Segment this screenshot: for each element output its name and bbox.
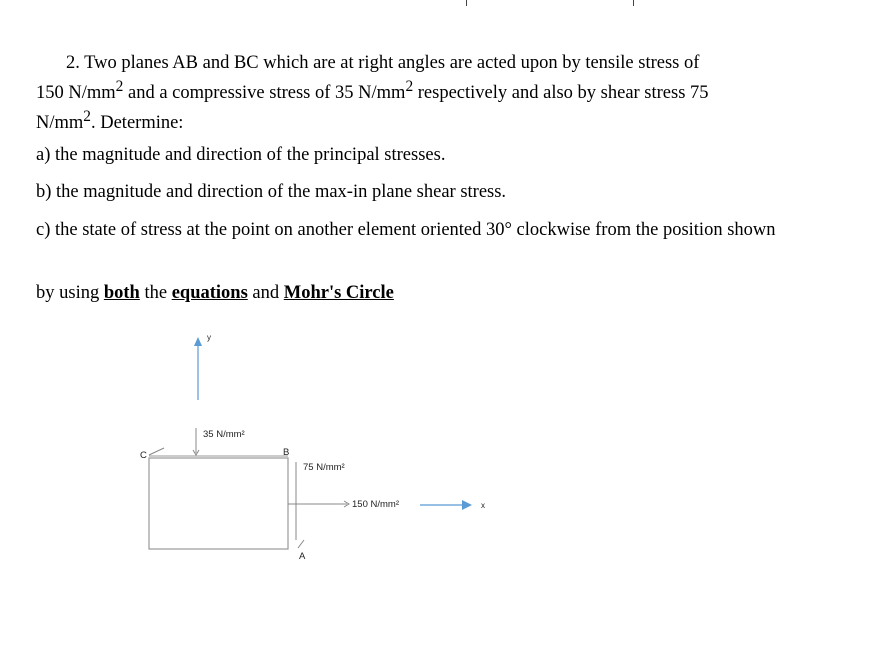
y-axis-arrowhead — [194, 337, 202, 346]
method-both: both — [103, 283, 140, 303]
x-axis-label: x — [481, 501, 485, 510]
determine-text: . Determine: — [90, 113, 184, 134]
y-axis-label: y — [207, 333, 211, 342]
question-number: 2. — [66, 53, 80, 73]
stress-150: 150 N/mm — [36, 83, 116, 104]
method-equations: equations — [171, 283, 248, 303]
stress-element — [149, 458, 288, 549]
shear-label: 75 N/mm² — [303, 462, 345, 473]
plane-b-label: B — [283, 447, 290, 458]
method-mohrs-circle: Mohr's Circle — [283, 283, 394, 303]
plane-c-label: C — [140, 450, 147, 461]
stress-35: and a compressive stress of 35 N/mm — [123, 83, 406, 104]
compressive-label: 35 N/mm² — [203, 429, 245, 440]
method-prefix: by using — [36, 283, 104, 303]
plane-c-marker — [149, 448, 164, 455]
plane-a-marker — [298, 540, 304, 548]
superscript: 2 — [83, 108, 91, 126]
superscript: 2 — [115, 78, 124, 95]
x-axis-arrowhead — [462, 500, 472, 510]
plane-a-label: A — [299, 551, 306, 562]
question-line-1: Two planes AB and BC which are at right angles are acted upon by tensile stress of — [84, 53, 700, 73]
tensile-label: 150 N/mm² — [352, 499, 399, 510]
part-a: a) the magnitude and direction of the principal stresses. — [36, 145, 446, 165]
part-c: c) the state of stress at the point on another element oriented 30° clockwise from the position shown — [36, 220, 776, 240]
shear-75: respectively and also by shear stress 75 — [413, 83, 709, 104]
method-the: the — [139, 283, 172, 303]
unit-text: N/mm — [36, 113, 84, 134]
method-and: and — [247, 283, 284, 303]
superscript: 2 — [405, 78, 414, 95]
part-b: b) the magnitude and direction of the max-in plane shear stress. — [36, 182, 507, 202]
